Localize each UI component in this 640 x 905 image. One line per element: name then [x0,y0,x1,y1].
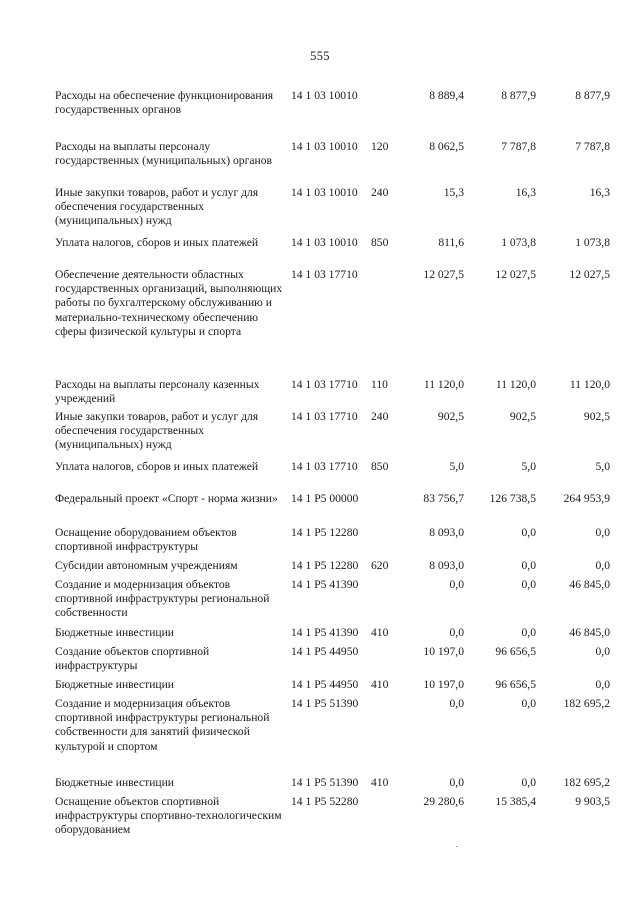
row-name: Оснащение объектов спортивной инфраструктуры спортивно-технологическим оборудованием [55,795,282,837]
row-value-3: 12 027,5 [569,268,610,281]
row-value-1: 10 197,0 [423,678,464,691]
row-name: Создание объектов спортивной инфраструктуры [55,645,210,673]
row-expense-type: 850 [371,460,389,473]
row-value-3: 182 695,2 [563,776,610,789]
row-code: 14 1 03 10010 [291,89,358,102]
row-value-3: 7 787,8 [575,140,610,153]
row-code: 14 1 03 10010 [291,140,358,153]
row-value-3: 264 953,9 [563,492,610,505]
table-row [0,410,640,460]
scan-speck [456,846,458,847]
row-name: Иные закупки товаров, работ и услуг для обеспечения государственных (муниципальных) нужд [55,186,259,228]
row-value-3: 9 903,5 [575,795,610,808]
row-code: 14 1 Р5 12280 [291,559,359,572]
row-value-2: 96 656,5 [495,678,536,691]
row-value-2: 0,0 [521,526,536,539]
row-code: 14 1 03 10010 [291,236,358,249]
row-name: Иные закупки товаров, работ и услуг для обеспечения государственных (муниципальных) нужд [55,410,259,452]
row-code: 14 1 03 17710 [291,378,358,391]
row-value-3: 0,0 [595,526,610,539]
row-expense-type: 110 [371,378,388,391]
table-row [0,776,640,795]
budget-table [0,89,640,843]
row-expense-type: 240 [371,410,389,423]
row-code: 14 1 Р5 51390 [291,776,359,789]
row-value-2: 902,5 [509,410,536,423]
row-name: Расходы на обеспечение функционирования государственных органов [55,89,274,117]
row-value-1: 0,0 [449,626,464,639]
row-value-1: 10 197,0 [423,645,464,658]
row-name: Бюджетные инвестиции [55,776,175,789]
row-value-2: 0,0 [521,776,536,789]
row-name: Расходы на выплаты персоналу казенных учреждений [55,378,260,406]
row-expense-type: 850 [371,236,389,249]
row-value-3: 902,5 [583,410,610,423]
row-value-3: 8 877,9 [575,89,610,102]
row-code: 14 1 Р5 12280 [291,526,359,539]
table-row [0,140,640,186]
table-row [0,186,640,236]
row-value-3: 16,3 [589,186,610,199]
row-value-2: 1 073,8 [501,236,536,249]
row-name: Обеспечение деятельности областных государственных организаций, выполняющих работы по бухгалтерскому обслуживанию и материально-техническому обеспечению сферы физической культуры и спорта [55,268,283,338]
row-expense-type: 410 [371,678,389,691]
table-row [0,268,640,378]
table-row [0,626,640,645]
row-expense-type: 620 [371,559,389,572]
table-row [0,526,640,559]
row-value-1: 8 093,0 [429,526,464,539]
row-value-3: 0,0 [595,559,610,572]
row-name: Уплата налогов, сборов и иных платежей [55,236,259,249]
table-row [0,559,640,578]
row-name: Федеральный проект «Спорт - норма жизни» [55,492,278,505]
table-row [0,578,640,626]
row-expense-type: 410 [371,776,389,789]
row-name: Бюджетные инвестиции [55,626,175,639]
row-value-3: 5,0 [595,460,610,473]
row-name: Создание и модернизация объектов спортивной инфраструктуры региональной собственности [55,578,270,620]
row-value-3: 46 845,0 [569,578,610,591]
row-code: 14 1 Р5 44950 [291,645,359,658]
row-value-1: 0,0 [449,776,464,789]
row-value-2: 96 656,5 [495,645,536,658]
row-value-2: 126 738,5 [489,492,536,505]
row-value-3: 182 695,2 [563,697,610,710]
row-value-2: 5,0 [521,460,536,473]
table-row [0,236,640,268]
row-name: Расходы на выплаты персоналу государственных (муниципальных) органов [55,140,272,168]
row-name: Оснащение оборудованием объектов спортивной инфраструктуры [55,526,237,554]
row-value-2: 0,0 [521,626,536,639]
row-value-3: 11 120,0 [569,378,610,391]
row-code: 14 1 Р5 41390 [291,626,359,639]
row-value-2: 0,0 [521,578,536,591]
row-code: 14 1 Р5 52280 [291,795,359,808]
row-value-3: 1 073,8 [575,236,610,249]
row-value-1: 83 756,7 [423,492,464,505]
row-expense-type: 120 [371,140,389,153]
row-expense-type: 240 [371,186,389,199]
row-value-1: 0,0 [449,697,464,710]
table-row [0,460,640,492]
table-row [0,697,640,776]
table-row [0,492,640,526]
row-value-2: 16,3 [515,186,536,199]
table-row [0,89,640,140]
row-code: 14 1 Р5 44950 [291,678,359,691]
page-number: 555 [310,49,330,63]
row-code: 14 1 Р5 00000 [291,492,359,505]
table-row [0,795,640,843]
row-value-1: 8 062,5 [429,140,464,153]
row-value-3: 0,0 [595,645,610,658]
row-value-2: 0,0 [521,559,536,572]
row-value-2: 8 877,9 [501,89,536,102]
row-value-1: 11 120,0 [423,378,464,391]
row-code: 14 1 03 17710 [291,410,358,423]
row-name: Субсидии автономным учреждениям [55,559,238,572]
row-value-1: 29 280,6 [423,795,464,808]
row-name: Создание и модернизация объектов спортивной инфраструктуры региональной собственности для занятий физической культурой и спортом [55,697,270,753]
table-row [0,678,640,697]
row-code: 14 1 03 17710 [291,460,358,473]
row-value-1: 15,3 [443,186,464,199]
row-value-2: 15 385,4 [495,795,536,808]
row-value-1: 811,6 [438,236,464,249]
row-name: Бюджетные инвестиции [55,678,175,691]
row-expense-type: 410 [371,626,389,639]
row-value-1: 8 093,0 [429,559,464,572]
row-value-1: 12 027,5 [423,268,464,281]
row-code: 14 1 03 17710 [291,268,358,281]
row-name: Уплата налогов, сборов и иных платежей [55,460,259,473]
row-value-1: 0,0 [449,578,464,591]
row-code: 14 1 Р5 51390 [291,697,359,710]
row-code: 14 1 03 10010 [291,186,358,199]
table-row [0,645,640,678]
row-value-3: 46 845,0 [569,626,610,639]
row-value-3: 0,0 [595,678,610,691]
row-value-2: 0,0 [521,697,536,710]
row-value-1: 8 889,4 [429,89,464,102]
row-value-2: 12 027,5 [495,268,536,281]
row-code: 14 1 Р5 41390 [291,578,359,591]
row-value-1: 902,5 [437,410,464,423]
row-value-1: 5,0 [449,460,464,473]
row-value-2: 7 787,8 [501,140,536,153]
row-value-2: 11 120,0 [495,378,536,391]
table-row [0,378,640,410]
